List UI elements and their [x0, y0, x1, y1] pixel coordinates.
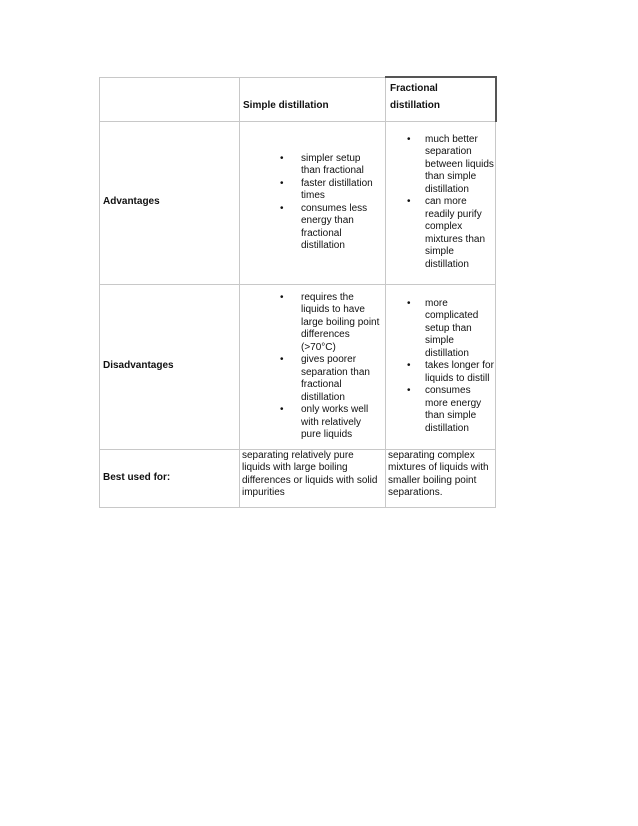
list-item: • takes longer for liquids to distill: [407, 360, 495, 385]
table-header-row: [100, 77, 496, 121]
list-item: • faster distillation times: [280, 178, 380, 203]
row-label-advantages: Advantages: [100, 121, 240, 284]
disadvantages-simple-list: [280, 292, 380, 442]
row-label-best-used-for: Best used for:: [100, 449, 240, 507]
list-item: • consumes less energy than fractional distillation: [280, 203, 380, 253]
list-item: • gives poorer separation than fractional distillation: [280, 354, 380, 404]
header-fractional-line2: distillation: [390, 100, 440, 111]
disadvantages-fractional-cell: [386, 284, 496, 449]
header-fractional-distillation: [386, 77, 496, 121]
best-used-simple-cell: separating relatively pure liquids with large boiling differences or liquids with solid impurities: [240, 449, 386, 507]
list-item: • more complicated setup than simple distillation: [407, 298, 495, 361]
disadvantages-fractional-list: [407, 298, 495, 436]
best-used-fractional-cell: separating complex mixtures of liquids with smaller boiling point separations.: [386, 449, 496, 507]
header-simple-distillation: Simple distillation: [240, 77, 386, 121]
advantages-fractional-list: [407, 134, 495, 272]
list-item: • simpler setup than fractional: [280, 153, 380, 178]
distillation-comparison-table: [99, 76, 497, 508]
header-fractional-line1: Fractional: [390, 83, 438, 94]
advantages-simple-cell: [240, 121, 386, 284]
disadvantages-simple-cell: [240, 284, 386, 449]
list-item: • much better separation between liquids than simple distillation: [407, 134, 495, 197]
table-row-advantages: [100, 121, 496, 284]
list-item: • only works well with relatively pure liquids: [280, 404, 380, 442]
list-item: • consumes more energy than simple distillation: [407, 385, 495, 435]
table-row-disadvantages: [100, 284, 496, 449]
list-item: • requires the liquids to have large boiling point differences (>70°C): [280, 292, 380, 355]
row-label-disadvantages: Disadvantages: [100, 284, 240, 449]
advantages-fractional-cell: [386, 121, 496, 284]
list-item: • can more readily purify complex mixtures than simple distillation: [407, 196, 495, 271]
table-row-best-used-for: [100, 449, 496, 507]
advantages-simple-list: [280, 153, 380, 253]
header-corner-cell: [100, 77, 240, 121]
